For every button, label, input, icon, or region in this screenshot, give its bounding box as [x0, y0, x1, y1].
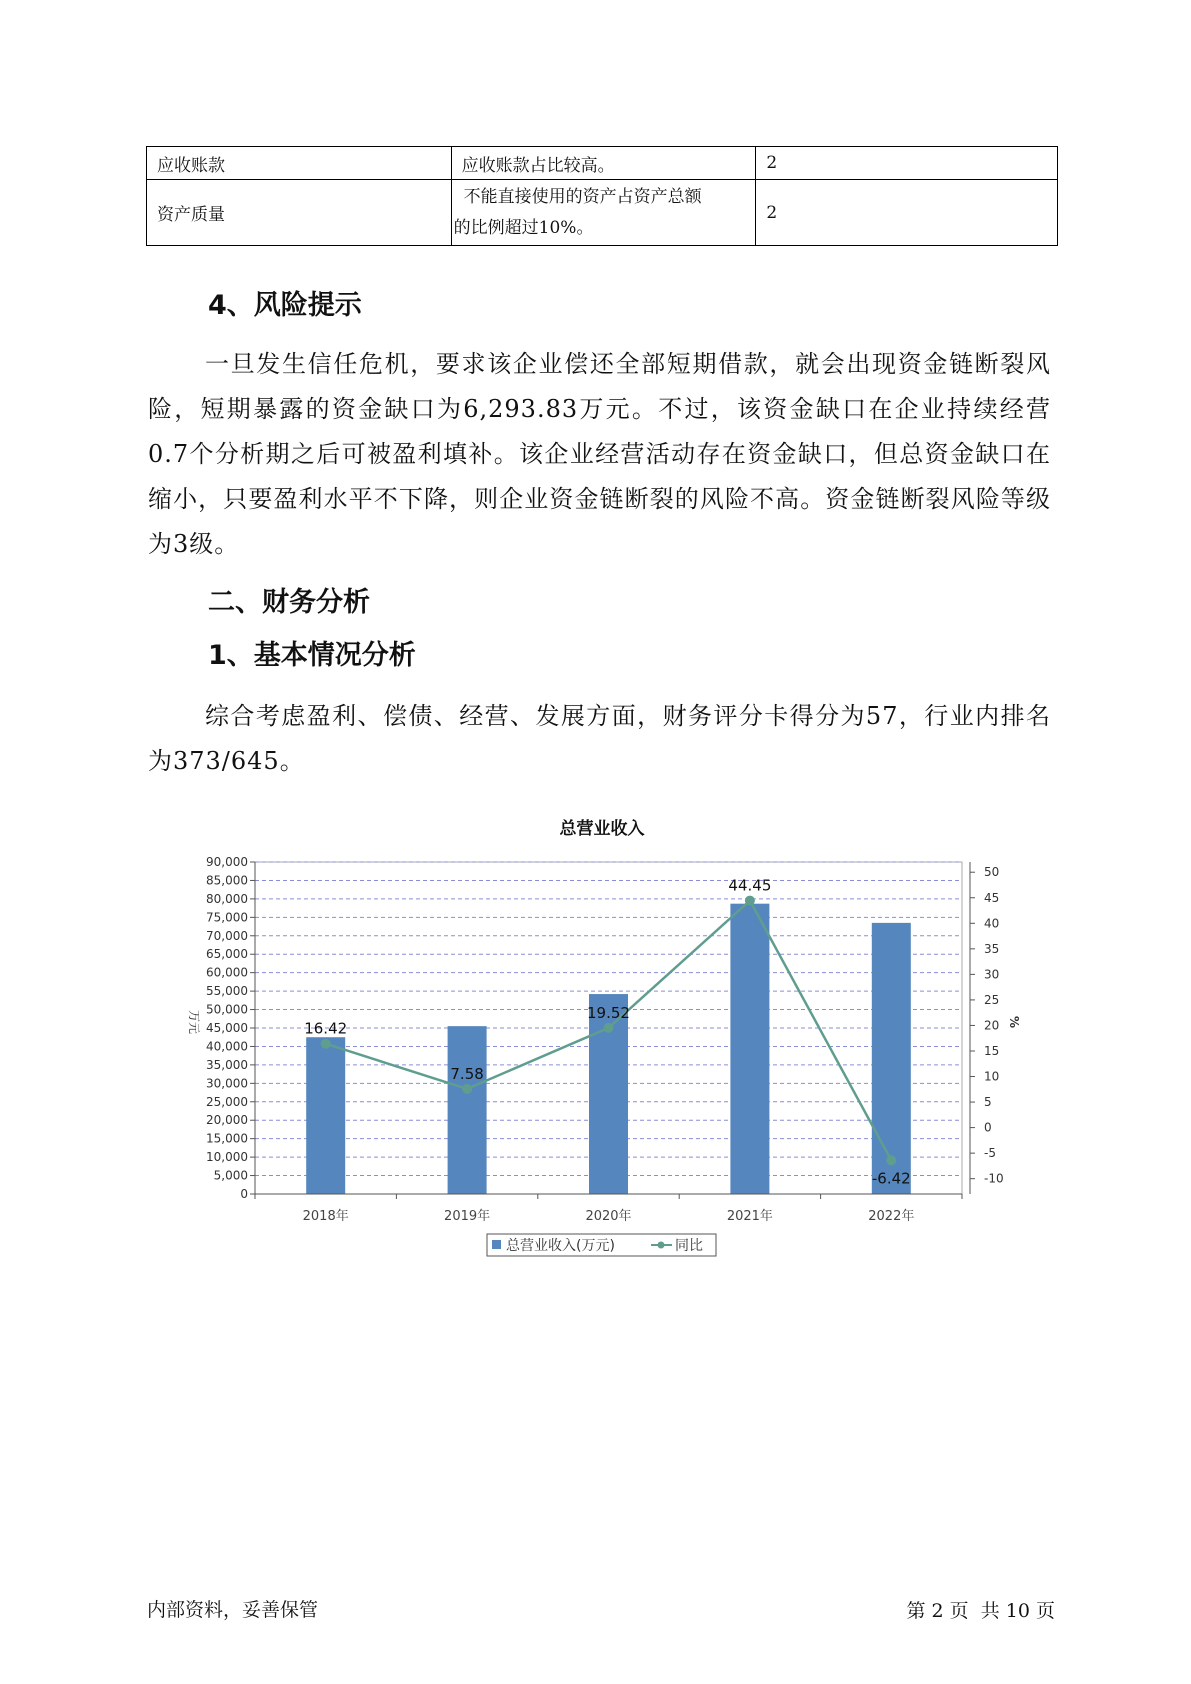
y-tick-label: 25,000	[206, 1094, 248, 1109]
table-cell-desc: 应收账款占比较高。	[451, 147, 756, 180]
y-tick-label: 70,000	[206, 928, 248, 943]
y-tick-label: 65,000	[206, 947, 248, 962]
risk-paragraph: 一旦发生信任危机，要求该企业偿还全部短期借款，就会出现资金链断裂风险，短期暴露的资金缺口为6,293.83万元。不过，该资金缺口在企业持续经营 0.7个分析期之后可被盈利填补。该企业经营活动存在资金缺口，但总资金缺口在缩小，只要盈利水平不下降，则企业资金链断裂的风险不高。资金链断裂风险等级为3级。	[148, 350, 1051, 558]
yoy-point	[321, 1039, 331, 1049]
x-tick-label: 2019年	[444, 1209, 491, 1224]
y2-tick-label: 15	[984, 1043, 1000, 1058]
y-tick-label: 30,000	[206, 1076, 248, 1091]
table-cell-desc-line: 的比例超过10%。	[453, 217, 594, 238]
y2-tick-label: 50	[984, 865, 1000, 880]
x-tick-label: 2020年	[585, 1209, 632, 1224]
yoy-point	[604, 1023, 614, 1033]
y-tick-label: 55,000	[206, 984, 248, 999]
section-heading-risk: 4、风险提示	[208, 290, 362, 321]
table-cell-score: 2	[756, 180, 1058, 246]
y2-axis-title: %	[1007, 1015, 1021, 1029]
y2-tick-label: 25	[984, 992, 1000, 1007]
score-paragraph: 综合考虑盈利、偿债、经营、发展方面，财务评分卡得分为57，行业内排名为373/645。	[148, 702, 1051, 775]
yoy-point	[462, 1084, 472, 1094]
y-tick-label: 50,000	[206, 1002, 248, 1017]
y-tick-label: 35,000	[206, 1057, 248, 1072]
revenue-bar	[448, 1026, 487, 1194]
yoy-point	[886, 1155, 896, 1165]
yoy-data-label: -6.42	[871, 1169, 911, 1188]
y-tick-label: 40,000	[206, 1039, 248, 1054]
y-tick-label: 10,000	[206, 1150, 248, 1165]
y-tick-label: 15,000	[206, 1131, 248, 1146]
footer-confidential: 内部资料，妥善保管	[147, 1599, 319, 1621]
table-cell-desc-line: 不能直接使用的资产占资产总额	[463, 186, 702, 207]
y-tick-label: 5,000	[213, 1168, 248, 1183]
legend-label-revenue: 总营业收入(万元)	[506, 1238, 615, 1254]
yoy-data-label: 44.45	[728, 876, 772, 895]
x-tick-label: 2018年	[302, 1209, 349, 1224]
y-tick-label: 90,000	[206, 855, 248, 869]
revenue-bar	[306, 1037, 345, 1194]
y-tick-label: 20,000	[206, 1113, 248, 1128]
y2-tick-label: -5	[984, 1146, 996, 1161]
y2-tick-label: 20	[984, 1018, 1000, 1033]
y2-tick-label: -10	[984, 1171, 1004, 1186]
y-tick-label: 45,000	[206, 1021, 248, 1035]
section-heading-financial: 二、财务分析	[208, 587, 370, 618]
yoy-data-label: 16.42	[304, 1019, 348, 1038]
chart-legend	[487, 1234, 716, 1256]
chart-title: 总营业收入	[559, 819, 645, 839]
table-cell-score: 2	[756, 147, 1058, 180]
yoy-data-label: 19.52	[587, 1003, 630, 1022]
legend-label-yoy: 同比	[675, 1238, 703, 1254]
revenue-bar	[872, 923, 911, 1194]
y-axis-title: 万元	[187, 1009, 201, 1035]
footer-page-number: 第 2 页 共 10 页	[906, 1600, 1055, 1622]
legend-line-marker	[658, 1242, 665, 1249]
y2-tick-label: 45	[984, 890, 1000, 905]
y-tick-label: 60,000	[206, 965, 248, 980]
yoy-point	[745, 896, 755, 906]
y2-tick-label: 5	[984, 1095, 992, 1110]
x-tick-label: 2021年	[726, 1209, 773, 1224]
y-tick-label: 0	[240, 1187, 248, 1201]
y2-tick-label: 40	[984, 916, 1000, 931]
table-cell-item: 应收账款	[147, 147, 452, 180]
y2-tick-label: 30	[984, 967, 1000, 982]
y2-tick-label: 0	[984, 1120, 992, 1135]
revenue-bar	[730, 904, 769, 1194]
sub-heading-basic: 1、基本情况分析	[208, 640, 416, 671]
y-tick-label: 80,000	[206, 891, 248, 906]
legend-bar-swatch	[492, 1240, 501, 1249]
y2-tick-label: 35	[984, 941, 1000, 956]
y-tick-label: 85,000	[206, 873, 248, 888]
y-tick-label: 75,000	[206, 910, 248, 925]
yoy-data-label: 7.58	[450, 1064, 484, 1083]
y2-tick-label: 10	[984, 1069, 1000, 1084]
x-tick-label: 2022年	[868, 1209, 915, 1224]
table-cell-item: 资产质量	[147, 180, 452, 246]
